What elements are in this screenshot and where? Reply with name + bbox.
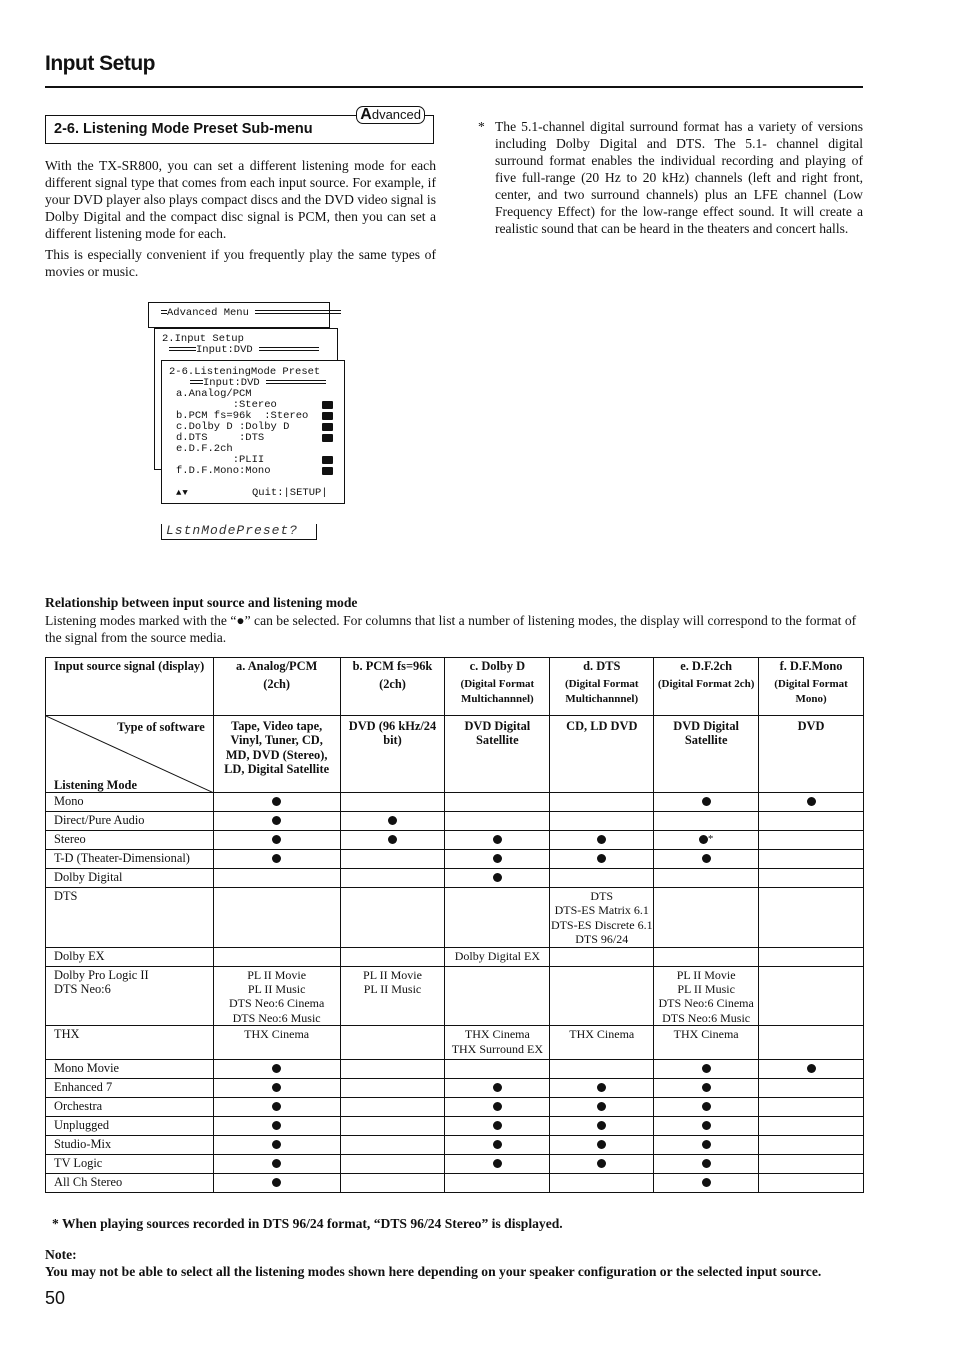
- mode-cell: [445, 1060, 550, 1079]
- mode-cell: [340, 1136, 445, 1155]
- selectable-dot-icon: [702, 1083, 711, 1092]
- table-row: [46, 812, 864, 831]
- osd-quit-label: Quit:|SETUP|: [252, 487, 328, 499]
- selectable-dot-icon: [597, 854, 606, 863]
- mode-cell: [550, 869, 654, 888]
- selectable-dot-icon: [493, 1083, 502, 1092]
- mode-cell: [759, 831, 864, 850]
- mode-cell: [213, 831, 340, 850]
- mode-cell: [213, 1026, 340, 1060]
- footnote-mark: *: [478, 119, 485, 134]
- mode-cell: [654, 831, 759, 850]
- table-row: [46, 831, 864, 850]
- table-row: [46, 1098, 864, 1117]
- mode-cell: [445, 869, 550, 888]
- mode-cell: [550, 850, 654, 869]
- listening-mode-label: Listening Mode: [54, 777, 137, 792]
- mode-cell: [550, 966, 654, 1026]
- mode-cell: [759, 1060, 864, 1079]
- selectable-dot-icon: [493, 1159, 502, 1168]
- mode-cell: [445, 1117, 550, 1136]
- selectable-dot-icon: [597, 1102, 606, 1111]
- listening-mode-cell: Studio-Mix: [46, 1136, 214, 1155]
- selectable-dot-icon: [272, 1102, 281, 1111]
- listening-mode-cell: Dolby Pro Logic II DTS Neo:6: [46, 966, 214, 1026]
- listening-mode-cell: THX: [46, 1026, 214, 1060]
- mode-cell: [445, 947, 550, 966]
- mode-cell: [654, 850, 759, 869]
- mode-cell: [550, 888, 654, 948]
- mode-cell: [550, 812, 654, 831]
- selectable-dot-icon: [702, 1140, 711, 1149]
- mode-cell: [759, 850, 864, 869]
- mode-cell: [340, 793, 445, 812]
- mode-cell-text: DTS DTS-ES Matrix 6.1 DTS-ES Discrete 6.1 DTS 96/24: [550, 889, 653, 947]
- osd-line: e.D.F.2ch: [176, 443, 233, 455]
- selectable-dot-icon: [597, 1140, 606, 1149]
- mode-cell: [654, 1117, 759, 1136]
- selectable-dot-icon: [597, 835, 606, 844]
- selectable-dot-icon: [702, 854, 711, 863]
- mode-cell: [340, 966, 445, 1026]
- mode-cell: [445, 793, 550, 812]
- column-format: (2ch): [263, 677, 291, 692]
- note-text: You may not be able to select all the listening modes shown here depending on your speaker configuration or the selected input source.: [45, 1264, 822, 1279]
- listening-mode-cell: All Ch Stereo: [46, 1174, 214, 1193]
- column-software: DVD (96 kHz/24 bit): [340, 716, 445, 793]
- mode-cell: [759, 812, 864, 831]
- osd-line: b.PCM fs=96k :Stereo: [176, 410, 309, 422]
- table-corner-top: Input source signal (display): [46, 658, 214, 716]
- mode-cell: [759, 1098, 864, 1117]
- mode-cell: [445, 1155, 550, 1174]
- table-row: [46, 1079, 864, 1098]
- osd-preset-title: 2-6.ListeningMode Preset: [169, 366, 321, 378]
- listening-mode-cell: Dolby EX: [46, 947, 214, 966]
- column-format: (Digital Format 2ch): [657, 678, 755, 691]
- mode-cell: [213, 869, 340, 888]
- advanced-badge: [356, 106, 425, 124]
- table-row: [46, 793, 864, 812]
- mode-cell: [340, 1174, 445, 1193]
- column-name: b. PCM fs=96k: [352, 659, 433, 673]
- column-software: DVD Digital Satellite: [445, 716, 550, 793]
- type-of-software-label: Type of software: [117, 720, 205, 734]
- selectable-dot-icon: [807, 797, 816, 806]
- table-row: [46, 947, 864, 966]
- column-name: c. Dolby D: [469, 659, 526, 673]
- column-header: [213, 658, 340, 716]
- mode-cell: [340, 869, 445, 888]
- mode-cell: [759, 888, 864, 948]
- mode-cell: [340, 812, 445, 831]
- mode-cell: [340, 888, 445, 948]
- mode-cell: [550, 1079, 654, 1098]
- mode-cell: [445, 831, 550, 850]
- osd-line: a.Analog/PCM: [176, 388, 252, 400]
- table-corner-diagonal: [46, 716, 214, 793]
- mode-cell: [340, 1060, 445, 1079]
- column-software: DVD Digital Satellite: [654, 716, 759, 793]
- selectable-dot-icon: [597, 1083, 606, 1092]
- mode-cell: [759, 1155, 864, 1174]
- mode-cell-text: THX Cinema THX Surround EX: [451, 1027, 544, 1056]
- relationship-text: Listening modes marked with the “●” can be selected. For columns that list a number of listening modes, the display will correspond to the format of the signal from the source media.: [45, 613, 857, 645]
- selectable-dot-icon: [493, 835, 502, 844]
- listening-mode-cell: Dolby Digital: [46, 869, 214, 888]
- selectable-dot-icon: [272, 1178, 281, 1187]
- column-header: [445, 658, 550, 716]
- mode-cell: [445, 888, 550, 948]
- mode-cell-text: THX Cinema: [244, 1027, 310, 1042]
- mode-cell: [759, 1136, 864, 1155]
- selectable-dot-icon: [597, 1121, 606, 1130]
- page-title: Input Setup: [45, 52, 155, 75]
- mode-cell-text: PL II Movie PL II Music DTS Neo:6 Cinema DTS Neo:6 Music: [658, 967, 754, 1025]
- column-software: CD, LD DVD: [550, 716, 654, 793]
- mode-cell: [654, 869, 759, 888]
- selectable-dot-icon: [702, 1102, 711, 1111]
- table-row: [46, 1060, 864, 1079]
- osd-listening-mode-preset: [161, 360, 345, 504]
- column-software: Tape, Video tape, Vinyl, Tuner, CD, MD, DVD (Stereo), LD, Digital Satellite: [213, 716, 340, 793]
- mode-cell: [550, 1117, 654, 1136]
- column-format: (Digital Format Multichannnel): [460, 678, 535, 705]
- mode-cell: [550, 1155, 654, 1174]
- listening-mode-cell: Unplugged: [46, 1117, 214, 1136]
- mode-cell: [213, 1174, 340, 1193]
- selectable-dot-icon: [493, 1140, 502, 1149]
- osd-left-right-icons: [322, 401, 334, 477]
- mode-cell: [654, 888, 759, 948]
- selectable-dot-icon: [272, 1121, 281, 1130]
- column-format: (2ch): [379, 677, 406, 692]
- selectable-dot-icon: [388, 835, 397, 844]
- mode-cell: [759, 793, 864, 812]
- mode-cell: [654, 1136, 759, 1155]
- mode-cell: [213, 1098, 340, 1117]
- mode-cell: [445, 812, 550, 831]
- mode-cell: [550, 1098, 654, 1117]
- listening-mode-cell: DTS: [46, 888, 214, 948]
- table-row: [46, 1174, 864, 1193]
- column-software: DVD: [759, 716, 864, 793]
- column-name: a. Analog/PCM: [236, 659, 318, 673]
- selectable-dot-icon: [702, 797, 711, 806]
- mode-cell: [759, 1174, 864, 1193]
- mode-cell: [445, 1026, 550, 1060]
- selectable-dot-icon: [272, 816, 281, 825]
- osd-line: c.Dolby D :Dolby D: [176, 421, 290, 433]
- column-name: d. DTS: [583, 659, 621, 673]
- mode-cell: [340, 1079, 445, 1098]
- table-row: [46, 888, 864, 948]
- mode-cell: [340, 1155, 445, 1174]
- column-header: [759, 658, 864, 716]
- column-header: [654, 658, 759, 716]
- mode-cell: [213, 1136, 340, 1155]
- mode-cell: [445, 850, 550, 869]
- mode-cell-text: THX Cinema: [673, 1027, 739, 1042]
- osd-input-setup-input: Input:DVD: [196, 344, 253, 356]
- selectable-dot-icon: [272, 854, 281, 863]
- mode-cell-text: PL II Movie PL II Music DTS Neo:6 Cinema DTS Neo:6 Music: [228, 967, 325, 1025]
- mode-cell: [445, 1098, 550, 1117]
- osd-advanced-menu-title: Advanced Menu: [167, 307, 249, 319]
- intro-paragraph-2: This is especially convenient if you frequently play the same types of movies or music.: [45, 247, 436, 279]
- table-row: [46, 1117, 864, 1136]
- column-header: [340, 658, 445, 716]
- page-number: 50: [45, 1288, 66, 1308]
- mode-cell-text: Dolby Digital EX: [454, 948, 541, 963]
- selectable-dot-icon: [702, 1121, 711, 1130]
- osd-input-setup-title: 2.Input Setup: [162, 333, 244, 345]
- selectable-dot-icon: [272, 797, 281, 806]
- advanced-badge-text: dvanced: [371, 107, 421, 122]
- mode-cell: [213, 966, 340, 1026]
- listening-mode-cell: Orchestra: [46, 1098, 214, 1117]
- mode-cell: [759, 869, 864, 888]
- section-title: 2-6. Listening Mode Preset Sub-menu: [54, 121, 313, 137]
- mode-cell: [550, 831, 654, 850]
- column-format: (Digital Format Mono): [774, 678, 848, 705]
- osd-line: d.DTS :DTS: [176, 432, 265, 444]
- table-row: [46, 966, 864, 1026]
- osd-advanced-menu: [148, 302, 330, 328]
- selectable-dot-icon: [597, 1159, 606, 1168]
- selectable-dot-icon: [493, 854, 502, 863]
- table-row: [46, 1026, 864, 1060]
- mode-cell: [213, 888, 340, 948]
- osd-up-down-arrows-icon: ▲▼: [176, 488, 189, 498]
- mode-cell: [550, 1174, 654, 1193]
- mode-cell: [213, 1117, 340, 1136]
- column-name: e. D.F.2ch: [680, 659, 733, 673]
- mode-cell: [654, 812, 759, 831]
- footnote-text: The 5.1-channel digital surround format has a variety of versions including Dolby Digital and DTS. The 5.1- channel digital surround format enables the individual recording and playing of five full-range (20 Hz to 20 kHz) channels (left and right front, center, and two surround channels) plus an LFE channel (Low Frequency Effect) for the low-range effect sound. It will create a realistic sound that can be heard in the theaters and concert halls.: [495, 119, 863, 236]
- selectable-dot-icon: [272, 1140, 281, 1149]
- mode-cell: [340, 1026, 445, 1060]
- selectable-dot-icon: [272, 1083, 281, 1092]
- intro-paragraph-1: With the TX-SR800, you can set a different listening mode for each different signal type that comes from each input source. For example, if your DVD player also plays compact discs and the DVD video signal is Dolby Digital and the compact disc signal is PCM, then you can set a different listening mode for each.: [45, 158, 436, 241]
- mode-cell: [654, 947, 759, 966]
- dot-footnote-mark: *: [707, 833, 714, 845]
- table-row: [46, 869, 864, 888]
- mode-cell: [654, 1174, 759, 1193]
- dts-note: * When playing sources recorded in DTS 96/24 format, “DTS 96/24 Stereo” is displayed.: [52, 1216, 563, 1231]
- mode-cell: [654, 966, 759, 1026]
- osd-line: :PLII: [176, 454, 265, 466]
- section-header-box: [45, 106, 434, 144]
- mode-cell: [550, 1026, 654, 1060]
- mode-cell: [759, 1117, 864, 1136]
- selectable-dot-icon: [702, 1178, 711, 1187]
- mode-cell: [213, 793, 340, 812]
- mode-cell-text: PL II Movie PL II Music: [363, 967, 422, 997]
- selectable-dot-icon: [493, 1102, 502, 1111]
- note-label: Note:: [45, 1247, 77, 1262]
- mode-cell: [340, 850, 445, 869]
- column-header: [550, 658, 654, 716]
- table-row: [46, 850, 864, 869]
- mode-cell-text: THX Cinema: [569, 1027, 635, 1042]
- speaker-note: [45, 1246, 821, 1280]
- listening-mode-cell: TV Logic: [46, 1155, 214, 1174]
- mode-cell: [213, 947, 340, 966]
- table-row: [46, 1155, 864, 1174]
- mode-cell: [550, 793, 654, 812]
- listening-mode-cell: Mono: [46, 793, 214, 812]
- mode-cell: [759, 966, 864, 1026]
- column-format: (Digital Format Multichannnel): [564, 678, 639, 705]
- mode-cell: [654, 1060, 759, 1079]
- column-name: f. D.F.Mono: [779, 659, 843, 673]
- mode-cell: [340, 1098, 445, 1117]
- mode-cell: [445, 1079, 550, 1098]
- advanced-badge-initial: A: [360, 106, 372, 123]
- mode-cell: [759, 1026, 864, 1060]
- mode-cell: [654, 793, 759, 812]
- selectable-dot-icon: [272, 835, 281, 844]
- mode-cell: [550, 1136, 654, 1155]
- selectable-dot-icon: [272, 1064, 281, 1073]
- mode-cell: [340, 1117, 445, 1136]
- selectable-dot-icon: [388, 816, 397, 825]
- relationship-heading: Relationship between input source and listening mode: [45, 595, 358, 610]
- mode-cell: [340, 831, 445, 850]
- title-rule: [45, 86, 863, 88]
- listening-mode-cell: Mono Movie: [46, 1060, 214, 1079]
- mode-cell: [654, 1079, 759, 1098]
- mode-cell: [654, 1098, 759, 1117]
- listening-mode-cell: T-D (Theater-Dimensional): [46, 850, 214, 869]
- mode-cell: [445, 966, 550, 1026]
- selectable-dot-icon: [493, 873, 502, 882]
- listening-mode-cell: Stereo: [46, 831, 214, 850]
- surround-footnote: [478, 118, 863, 237]
- mode-cell: [213, 1079, 340, 1098]
- mode-cell: [213, 1155, 340, 1174]
- mode-cell: [654, 1026, 759, 1060]
- front-panel-display: LstnModePreset?: [161, 524, 317, 540]
- mode-cell: [654, 1155, 759, 1174]
- mode-cell: [445, 1174, 550, 1193]
- mode-cell: [340, 947, 445, 966]
- mode-cell: [213, 1060, 340, 1079]
- osd-line: f.D.F.Mono:Mono: [176, 465, 271, 477]
- selectable-dot-icon: [493, 1121, 502, 1130]
- selectable-dot-icon: [699, 835, 708, 844]
- osd-preset-input: Input:DVD: [203, 377, 260, 389]
- mode-cell: [213, 812, 340, 831]
- table-row: [46, 1136, 864, 1155]
- mode-cell: [759, 947, 864, 966]
- selectable-dot-icon: [702, 1064, 711, 1073]
- selectable-dot-icon: [702, 1159, 711, 1168]
- listening-mode-cell: Enhanced 7: [46, 1079, 214, 1098]
- mode-cell: [550, 1060, 654, 1079]
- mode-cell: [550, 947, 654, 966]
- listening-mode-cell: Direct/Pure Audio: [46, 812, 214, 831]
- selectable-dot-icon: [807, 1064, 816, 1073]
- mode-cell: [213, 850, 340, 869]
- listening-mode-table: [45, 657, 864, 1193]
- mode-cell: [759, 1079, 864, 1098]
- selectable-dot-icon: [272, 1159, 281, 1168]
- osd-line: :Stereo: [176, 399, 277, 411]
- mode-cell: [445, 1136, 550, 1155]
